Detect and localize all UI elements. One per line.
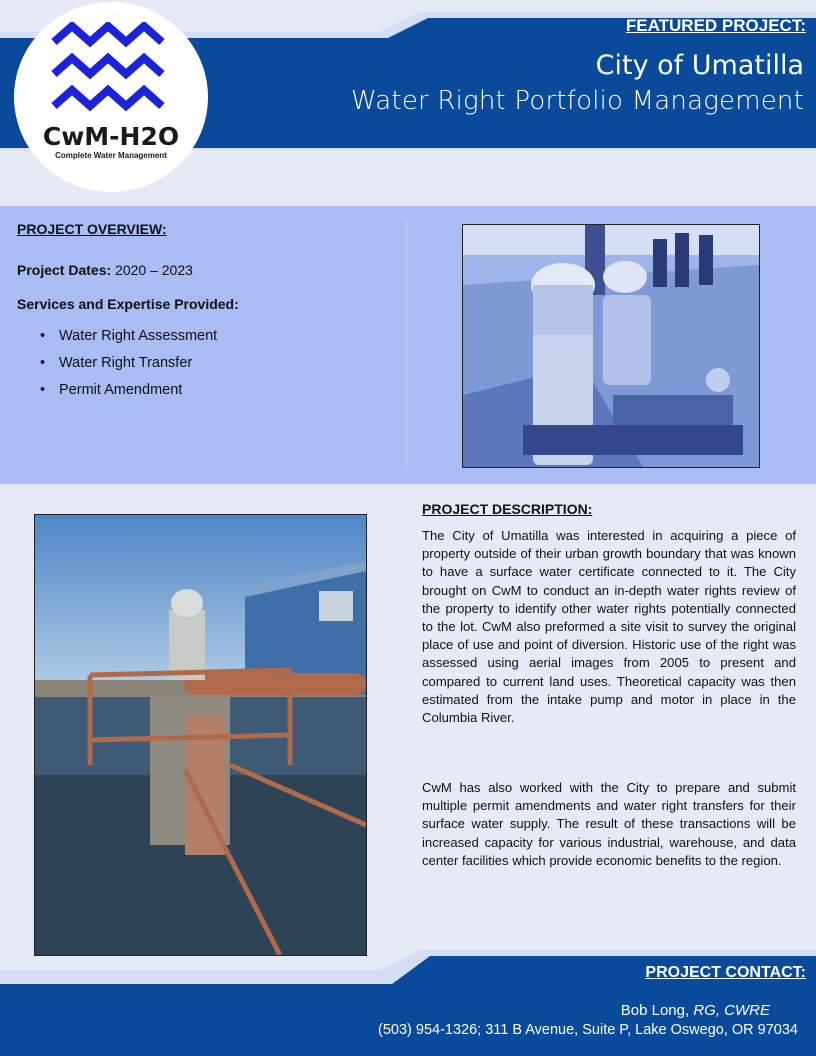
project-subtitle: Water Right Portfolio Management (351, 86, 804, 116)
description-paragraph: The City of Umatilla was interested in acquiring a piece of property outside of their urban growth boundary that was known to have a surface water certificate connected to it. The City brought on CwM to conduct an in-depth water rights review of the property to identify other water rights potentially connected to the lot. CwM also preformed a site visit to survey the original place of use and point of diversion. Historic use of the right was assessed using aerial images from 2005 to present and compared to current land uses. Theoretical capacity was then estimated from the intake pump and motor in place in the Columbia River. (422, 528, 796, 726)
description-paragraph: CwM has also worked with the City to prepare and submit multiple permit amendments and water right transfers for their surface water supply. The result of these transactions will be increased capacity for various industrial, warehouse, and data center facilities which provide economic benefits to the region. (422, 780, 796, 868)
contact-heading: PROJECT CONTACT: (645, 964, 806, 981)
list-item: • Permit Amendment (38, 381, 217, 408)
logo-tagline: Complete Water Management (55, 151, 167, 160)
list-item: • Water Right Assessment (38, 327, 217, 354)
contact-person: Bob Long, (620, 1002, 690, 1019)
site-visit-photo (462, 224, 760, 468)
contact-address: (503) 954-1326; 311 B Avenue, Suite P, Lake Oswego, OR 97034 (378, 1022, 798, 1038)
overview-heading: PROJECT OVERVIEW: (17, 221, 167, 237)
description-heading: PROJECT DESCRIPTION: (422, 501, 593, 517)
contact-name (621, 1002, 770, 1019)
water-waves-icon (50, 22, 170, 118)
section-divider (406, 220, 407, 470)
logo-name: CwM-H2O (42, 122, 180, 151)
dates-value: 2020 – 2023 (115, 262, 193, 278)
intake-pump-photo (34, 514, 367, 956)
list-item: • Water Right Transfer (38, 354, 217, 381)
services-heading: Services and Expertise Provided: (17, 296, 239, 312)
services-list (38, 327, 217, 408)
featured-project-label: FEATURED PROJECT: (625, 16, 806, 35)
dates-label: Project Dates: (17, 262, 112, 278)
project-title: City of Umatilla (595, 50, 804, 81)
project-dates (17, 262, 193, 278)
contact-credentials: RG, CWRE (693, 1002, 770, 1019)
